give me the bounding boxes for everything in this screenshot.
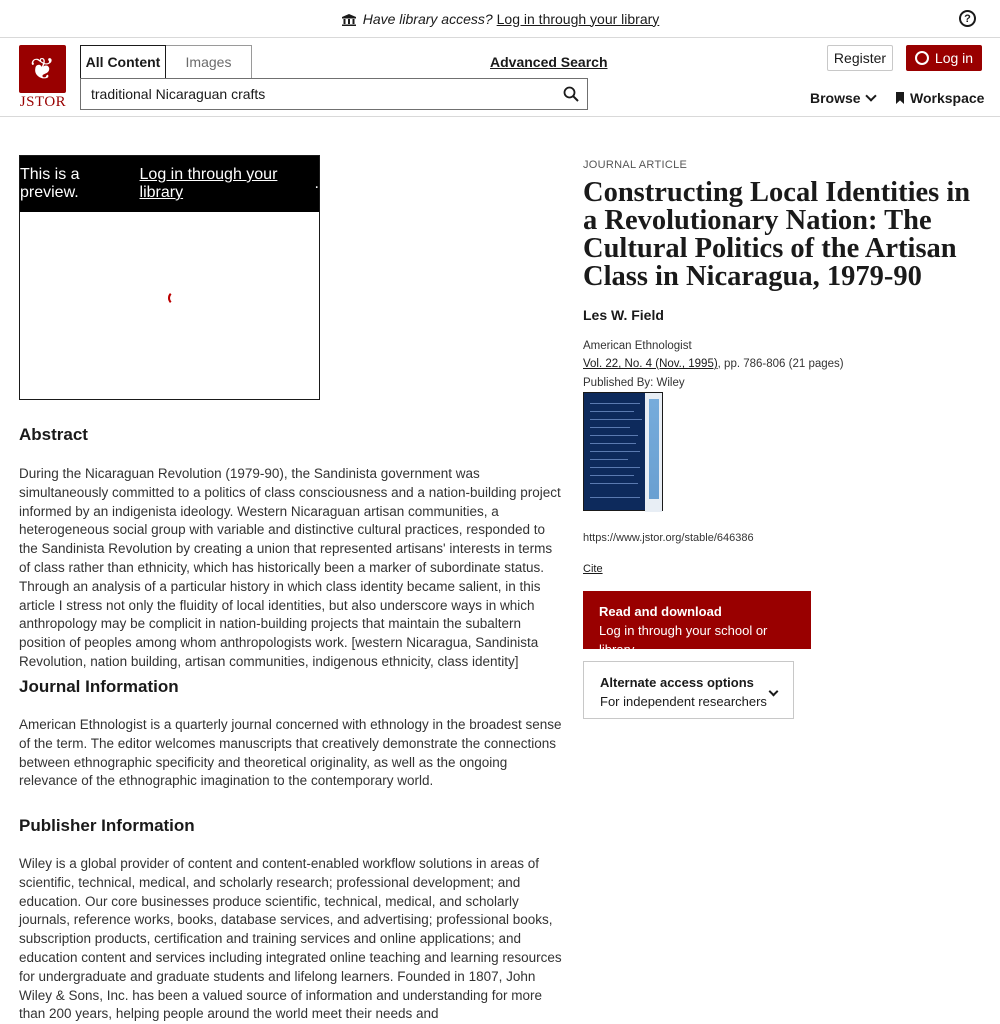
content-type-label: JOURNAL ARTICLE bbox=[583, 159, 688, 171]
journal-cover-image[interactable] bbox=[583, 392, 663, 511]
preview-bar bbox=[20, 156, 319, 212]
logo-mark: ❦ bbox=[19, 45, 66, 93]
article-preview bbox=[19, 155, 320, 400]
logo-wordmark: JSTOR bbox=[19, 94, 67, 110]
article-title: Constructing Local Identities in a Revolutionary Nation: The Cultural Politics of the Artisan Class in Nicaragua, 1979-90 bbox=[583, 177, 971, 292]
publisher-label: Published By: Wiley bbox=[583, 377, 685, 389]
login-button[interactable] bbox=[906, 45, 982, 71]
preview-login-link[interactable]: Log in through your library bbox=[139, 166, 278, 201]
stable-url: https://www.jstor.org/stable/646386 bbox=[583, 532, 754, 544]
search-input[interactable] bbox=[91, 86, 541, 102]
read-button-title: Read and download bbox=[599, 604, 722, 619]
workspace-label: Workspace bbox=[910, 90, 985, 106]
chevron-down-icon bbox=[865, 90, 876, 101]
alt-access-subtitle: For independent researchers bbox=[600, 694, 767, 709]
tab-images[interactable]: Images bbox=[166, 45, 252, 78]
login-label: Log in bbox=[934, 50, 974, 66]
browse-menu[interactable] bbox=[810, 90, 875, 106]
tab-all-content[interactable]: All Content bbox=[80, 45, 166, 78]
journal-name: American Ethnologist bbox=[583, 340, 692, 352]
publisher-info-text: Wiley is a global provider of content and content-enabled workflow solutions in areas of scientific, technical, medical, and scholarly research; professional development; and education. Our core businesses produce scientific, technical, medical, and scholarly journals, reference works, books, database services, and advertising; professional books, subscription products, certification and training services and online applications; and education content and services including integrated online teaching and learning resources for undergraduate and graduate students and lifelong learners. Founded in 1807, John Wiley & Sons, Inc. has been a valued source of information and understanding for more than 200 years, helping people around the world meet their needs and bbox=[19, 856, 562, 1022]
search-bar bbox=[80, 78, 588, 110]
search-scope-tabs bbox=[80, 45, 252, 78]
browse-label: Browse bbox=[810, 90, 861, 106]
loading-spinner-icon bbox=[168, 291, 182, 305]
abstract-text: During the Nicaraguan Revolution (1979-90), the Sandinista government was simultaneously committed to a politics of class consciousness and a nation-building project informed by an indigenista ideology. Western Nicaraguan artisan communities, a heterogeneous social group with variable and distinctive cultural practices, responded to the Sandinista Revolution by creating a union that represented artisans' interests in terms of class rather than ethnicity, which has historically been a marker of subordinate status. Through an analysis of a particular history in which class identity became salient, in this article I stress not only the fluidity of local identities, but also underscore ways in which anthropology may be complicit in nation-building projects that maintain the subaltern position of peoples among whom anthropologists work. [western Nicaragua, Sandinista Revolution, nation building, artisan communities, indigenous ethnicity, class identity] bbox=[19, 466, 561, 669]
preview-text: This is a preview. bbox=[20, 166, 80, 201]
user-icon bbox=[915, 51, 929, 65]
cite-link[interactable]: Cite bbox=[583, 563, 603, 575]
preview-period: . bbox=[314, 175, 319, 192]
journal-info-heading: Journal Information bbox=[19, 677, 179, 696]
volume-link[interactable]: Vol. 22, No. 4 (Nov., 1995) bbox=[583, 358, 718, 370]
site-header bbox=[0, 38, 1000, 117]
read-and-download-button[interactable] bbox=[583, 591, 811, 657]
search-icon[interactable] bbox=[563, 86, 579, 102]
advanced-search-link[interactable]: Advanced Search bbox=[490, 54, 608, 70]
volume-info bbox=[583, 358, 844, 370]
workspace-link[interactable] bbox=[896, 90, 984, 106]
page-range: , pp. 786-806 (21 pages) bbox=[717, 358, 844, 370]
abstract-heading: Abstract bbox=[19, 425, 88, 444]
library-access-banner bbox=[0, 0, 1000, 38]
help-icon[interactable]: ? bbox=[959, 10, 976, 27]
library-login-link[interactable]: Log in through your library bbox=[496, 10, 660, 27]
article-author[interactable]: Les W. Field bbox=[583, 307, 664, 323]
bookmark-icon bbox=[896, 92, 904, 104]
register-button[interactable]: Register bbox=[827, 45, 893, 71]
library-access-question: Have library access? bbox=[362, 10, 493, 27]
alt-access-title: Alternate access options bbox=[600, 675, 754, 690]
journal-info-text: American Ethnologist is a quarterly journal concerned with ethnology in the broadest sense of the term. The editor welcomes manuscripts that creatively demonstrate the connections between ethnographic specificity and theoretical originality, as well as the ongoing relevance of the ethnographic imagination to the contemporary world. bbox=[19, 717, 562, 789]
institution-icon bbox=[341, 13, 357, 27]
jstor-logo[interactable] bbox=[19, 45, 67, 111]
publisher-info-heading: Publisher Information bbox=[19, 816, 195, 835]
alternate-access-dropdown[interactable] bbox=[583, 661, 794, 719]
read-button-subtitle: Log in through your school or library bbox=[599, 623, 768, 657]
